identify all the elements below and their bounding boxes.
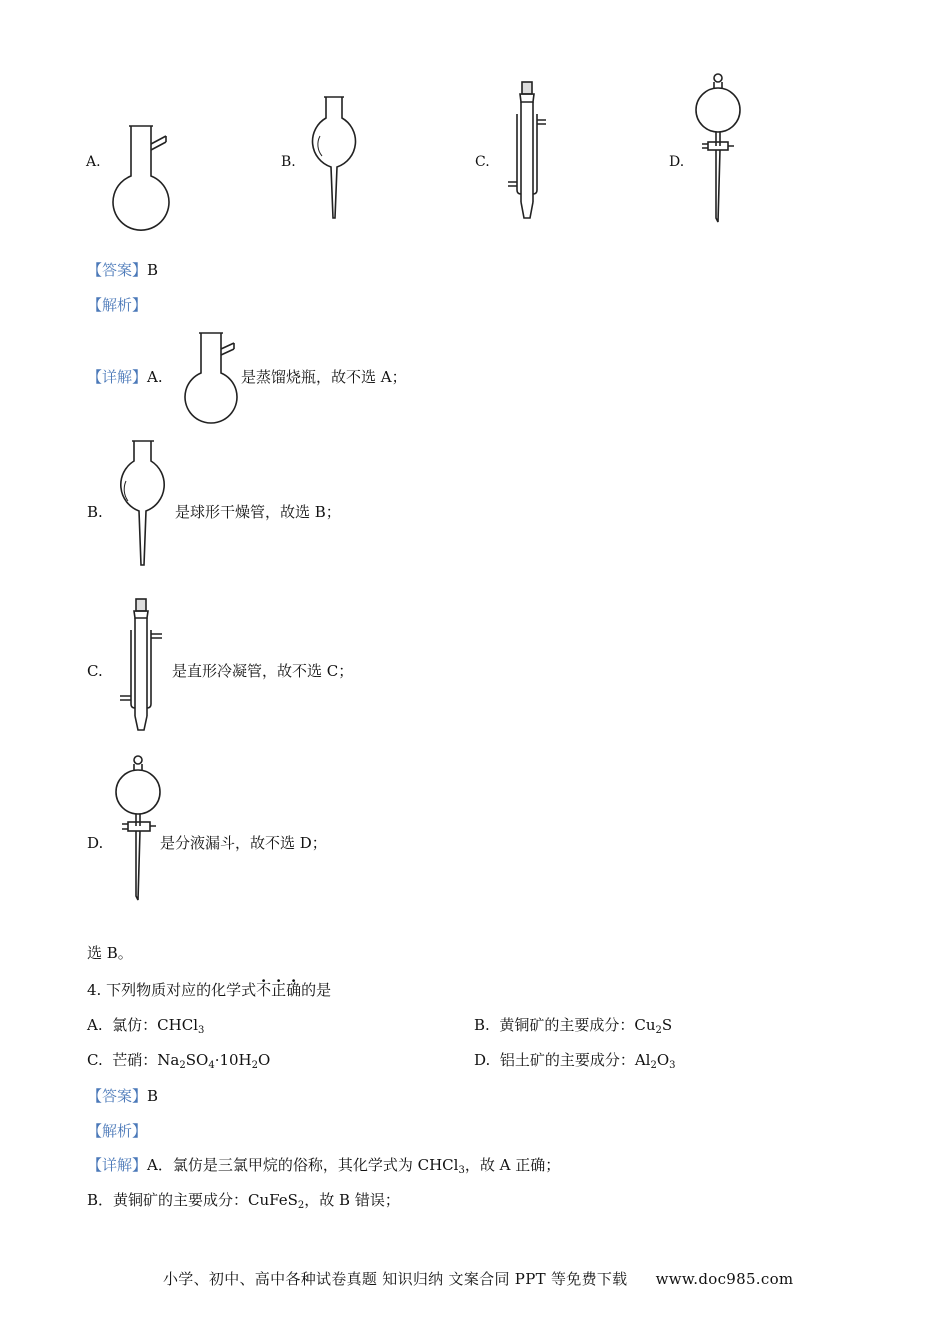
detail2-line-a [87, 1155, 560, 1175]
detail2-b-prefix: B．黄铜矿的主要成分：CuFeS [87, 1191, 298, 1209]
detail2-b-sub: 2 [297, 1200, 305, 1211]
answer-value: B [147, 261, 159, 279]
formula-part: O [656, 1051, 670, 1069]
stem-emph-2: 正 [271, 981, 287, 999]
option-c-label: C. [475, 154, 490, 170]
separatory-funnel-image-small [112, 752, 172, 904]
formula-sub: 2 [655, 1025, 662, 1036]
formula-sub: 3 [198, 1025, 205, 1036]
option-d [474, 1050, 676, 1070]
answer-tag-2: 【答案】 [87, 1087, 148, 1105]
detail2-a-prefix: A．氯仿是三氯甲烷的俗称，其化学式为 CHCl [147, 1156, 459, 1174]
option-a [87, 1015, 204, 1035]
footer-text: 小学、初中、高中各种试卷真题 知识归纳 文案合同 PPT 等免费下载 [163, 1270, 628, 1288]
detail-c-text: 是直形冷凝管，故不选 C； [172, 662, 354, 680]
option-b-letter: B. [474, 1016, 490, 1034]
formula-sub: 3 [669, 1060, 676, 1071]
option-a-label: A. [86, 154, 101, 170]
analysis-tag: 【解析】 [87, 296, 148, 314]
detail-conclusion: 选 B。 [87, 944, 133, 962]
formula-part: Al [634, 1051, 651, 1069]
option-c [87, 1050, 270, 1070]
answer-tag: 【答案】 [87, 261, 148, 279]
detail2-a-suffix: ，故 A 正确； [464, 1156, 561, 1174]
formula-sub: 2 [650, 1060, 657, 1071]
stem-before: 4. 下列物质对应的化学式 [87, 981, 257, 999]
option-d-letter: D. [474, 1051, 491, 1069]
detail-c-prefix: C. [87, 662, 103, 680]
detail-b-prefix: B. [87, 503, 103, 521]
option-c-name: 芒硝： [112, 1051, 158, 1069]
formula-part: ·10H [214, 1051, 252, 1069]
option-c-letter: C. [87, 1051, 103, 1069]
condenser-image-small [110, 594, 170, 736]
option-a-letter: A. [87, 1016, 103, 1034]
detail-d-prefix: D. [87, 834, 104, 852]
detail2-b-suffix: ，故 B 错误； [304, 1191, 400, 1209]
detail-a-text: 是蒸馏烧瓶，故不选 A； [241, 368, 407, 386]
stem-emph-1: 不 [256, 981, 272, 999]
answer-line-2 [87, 1086, 158, 1106]
detail-a-prefix: A. [147, 368, 163, 386]
distillation-flask-image [100, 118, 190, 228]
option-b-name: 黄铜矿的主要成分： [499, 1016, 635, 1034]
formula-sub: 2 [179, 1060, 186, 1071]
formula-part: CHCl [157, 1016, 199, 1034]
option-d-label: D. [669, 154, 685, 170]
formula-part: O [258, 1051, 271, 1069]
formula-part: Cu [634, 1016, 656, 1034]
condenser-image [500, 78, 560, 224]
option-d-name: 铝土矿的主要成分： [499, 1051, 635, 1069]
stem-emph-3: 确 [286, 981, 302, 999]
question-4-stem [87, 980, 331, 1000]
distillation-flask-image-small [176, 327, 246, 423]
detail2-line-b [87, 1190, 400, 1210]
detail2-a-sub: 3 [458, 1165, 465, 1176]
formula-part: SO [185, 1051, 209, 1069]
detail-tag: 【详解】 [87, 368, 148, 386]
option-a-name: 氯仿： [112, 1016, 158, 1034]
footer [163, 1268, 793, 1289]
formula-part: S [661, 1016, 673, 1034]
footer-url[interactable]: www.doc985.com [655, 1270, 794, 1288]
drying-tube-image-small [108, 435, 178, 571]
answer-value-2: B [147, 1087, 159, 1105]
drying-tube-image [298, 92, 378, 224]
detail-line-a [87, 367, 163, 387]
option-b [474, 1015, 672, 1035]
detail-d-text: 是分液漏斗，故不选 D； [160, 834, 327, 852]
formula-part: Na [157, 1051, 180, 1069]
answer-line-1 [87, 260, 158, 280]
stem-after: 的是 [301, 981, 332, 999]
formula-sub: 4 [208, 1060, 215, 1071]
formula-sub: 2 [251, 1060, 258, 1071]
analysis-tag-2: 【解析】 [87, 1122, 148, 1140]
detail-tag-2: 【详解】 [87, 1156, 148, 1174]
separatory-funnel-image [690, 70, 750, 226]
option-b-label: B. [281, 154, 296, 170]
detail-b-text: 是球形干燥管，故选 B； [175, 503, 341, 521]
